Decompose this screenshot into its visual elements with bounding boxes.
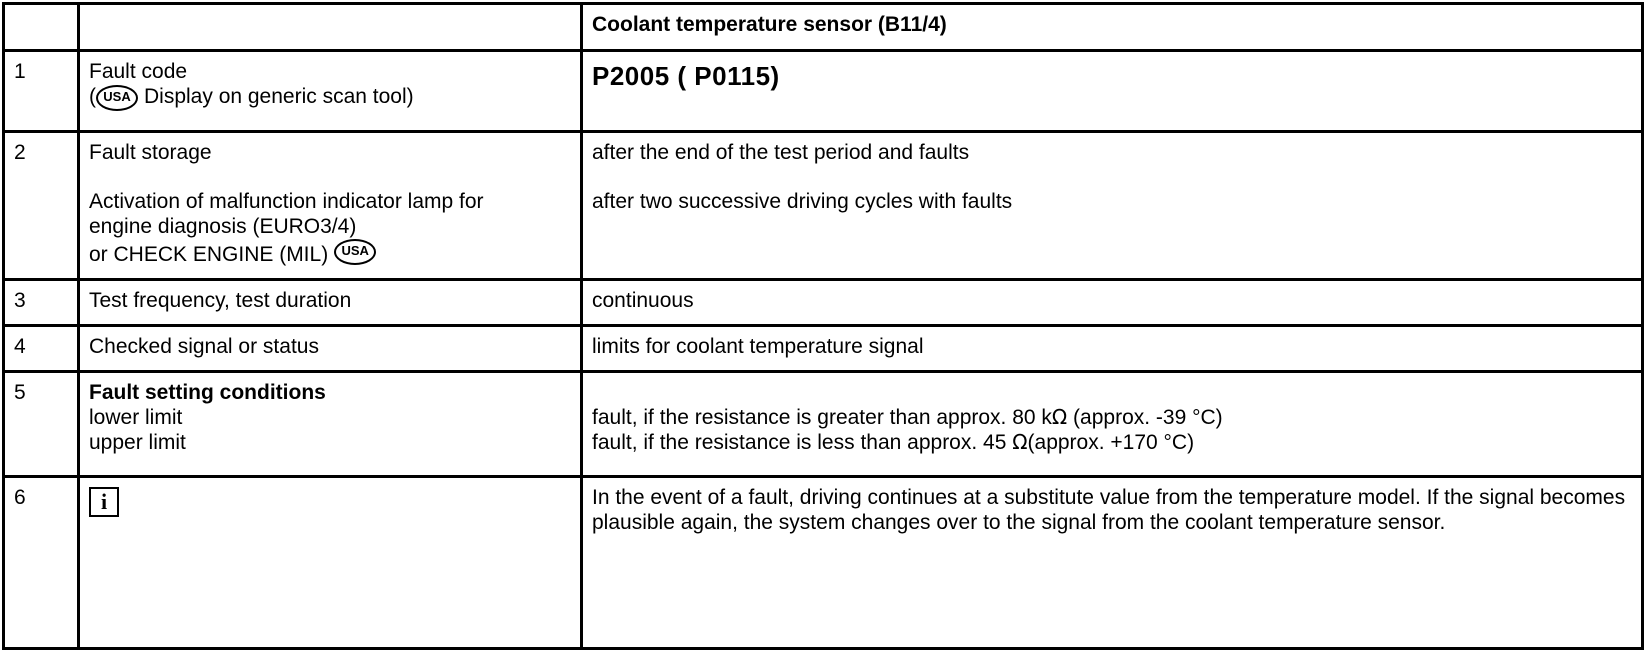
header-cell-num — [4, 4, 79, 51]
info-icon: i — [89, 487, 119, 517]
row-number: 6 — [4, 477, 79, 649]
table-row — [4, 132, 1643, 280]
row-value-spacer — [592, 380, 1632, 405]
diagnosis-table — [2, 2, 1644, 650]
row-label: Test frequency, test duration — [79, 280, 582, 326]
scan-tool-note: ( USA Display on generic scan tool) — [89, 84, 571, 111]
table-header-row — [4, 4, 1643, 51]
row-value: In the event of a fault, driving continues at a substitute value from the temperature model. If the signal becomes plausible again, the system changes over to the signal from the coolant temperature sensor. — [582, 477, 1643, 649]
row-label — [79, 132, 582, 280]
fault-storage-value: after the end of the test period and faults — [592, 141, 970, 164]
row-number: 3 — [4, 280, 79, 326]
mil-activation-label-line2: engine diagnosis (EURO3/4) — [89, 215, 357, 238]
upper-limit-value: fault, if the resistance is less than approx. 45 Ω(approx. +170 °C) — [592, 430, 1195, 454]
header-cell-label — [79, 4, 582, 51]
header-title: Coolant temperature sensor (B11/4) — [582, 4, 1643, 51]
usa-badge-icon: USA — [334, 239, 376, 265]
row-value — [582, 372, 1643, 477]
fault-conditions-title: Fault setting conditions — [89, 381, 326, 404]
row-label — [79, 477, 582, 649]
fault-code-label: Fault code — [89, 60, 188, 83]
row-label — [79, 51, 582, 132]
mil-activation-label-line1: Activation of malfunction indicator lamp for — [89, 190, 484, 213]
row-number: 1 — [4, 51, 79, 132]
fault-code-value: P2005 ( P0115) — [592, 61, 780, 91]
row-number: 4 — [4, 326, 79, 372]
ohm-symbol: Ω — [1051, 405, 1068, 429]
row-number: 2 — [4, 132, 79, 280]
row-label: Checked signal or status — [79, 326, 582, 372]
fault-storage-label: Fault storage — [89, 141, 212, 164]
table-row — [4, 372, 1643, 477]
row-value: limits for coolant temperature signal — [582, 326, 1643, 372]
table-row — [4, 477, 1643, 649]
lower-limit-label: lower limit — [89, 406, 183, 429]
row-value: continuous — [582, 280, 1643, 326]
row-label — [79, 372, 582, 477]
usa-badge-icon: USA — [96, 85, 138, 111]
table-row — [4, 280, 1643, 326]
row-value — [582, 132, 1643, 280]
row-number: 5 — [4, 372, 79, 477]
ohm-symbol: Ω — [1012, 430, 1028, 454]
row-value — [582, 51, 1643, 132]
mil-activation-value: after two successive driving cycles with faults — [592, 190, 1013, 213]
table-row — [4, 326, 1643, 372]
table-row — [4, 51, 1643, 132]
mil-activation-label-line3: or CHECK ENGINE (MIL) USA — [89, 239, 571, 267]
lower-limit-value: fault, if the resistance is greater than approx. 80 kΩ (approx. -39 °C) — [592, 405, 1223, 429]
upper-limit-label: upper limit — [89, 431, 186, 454]
